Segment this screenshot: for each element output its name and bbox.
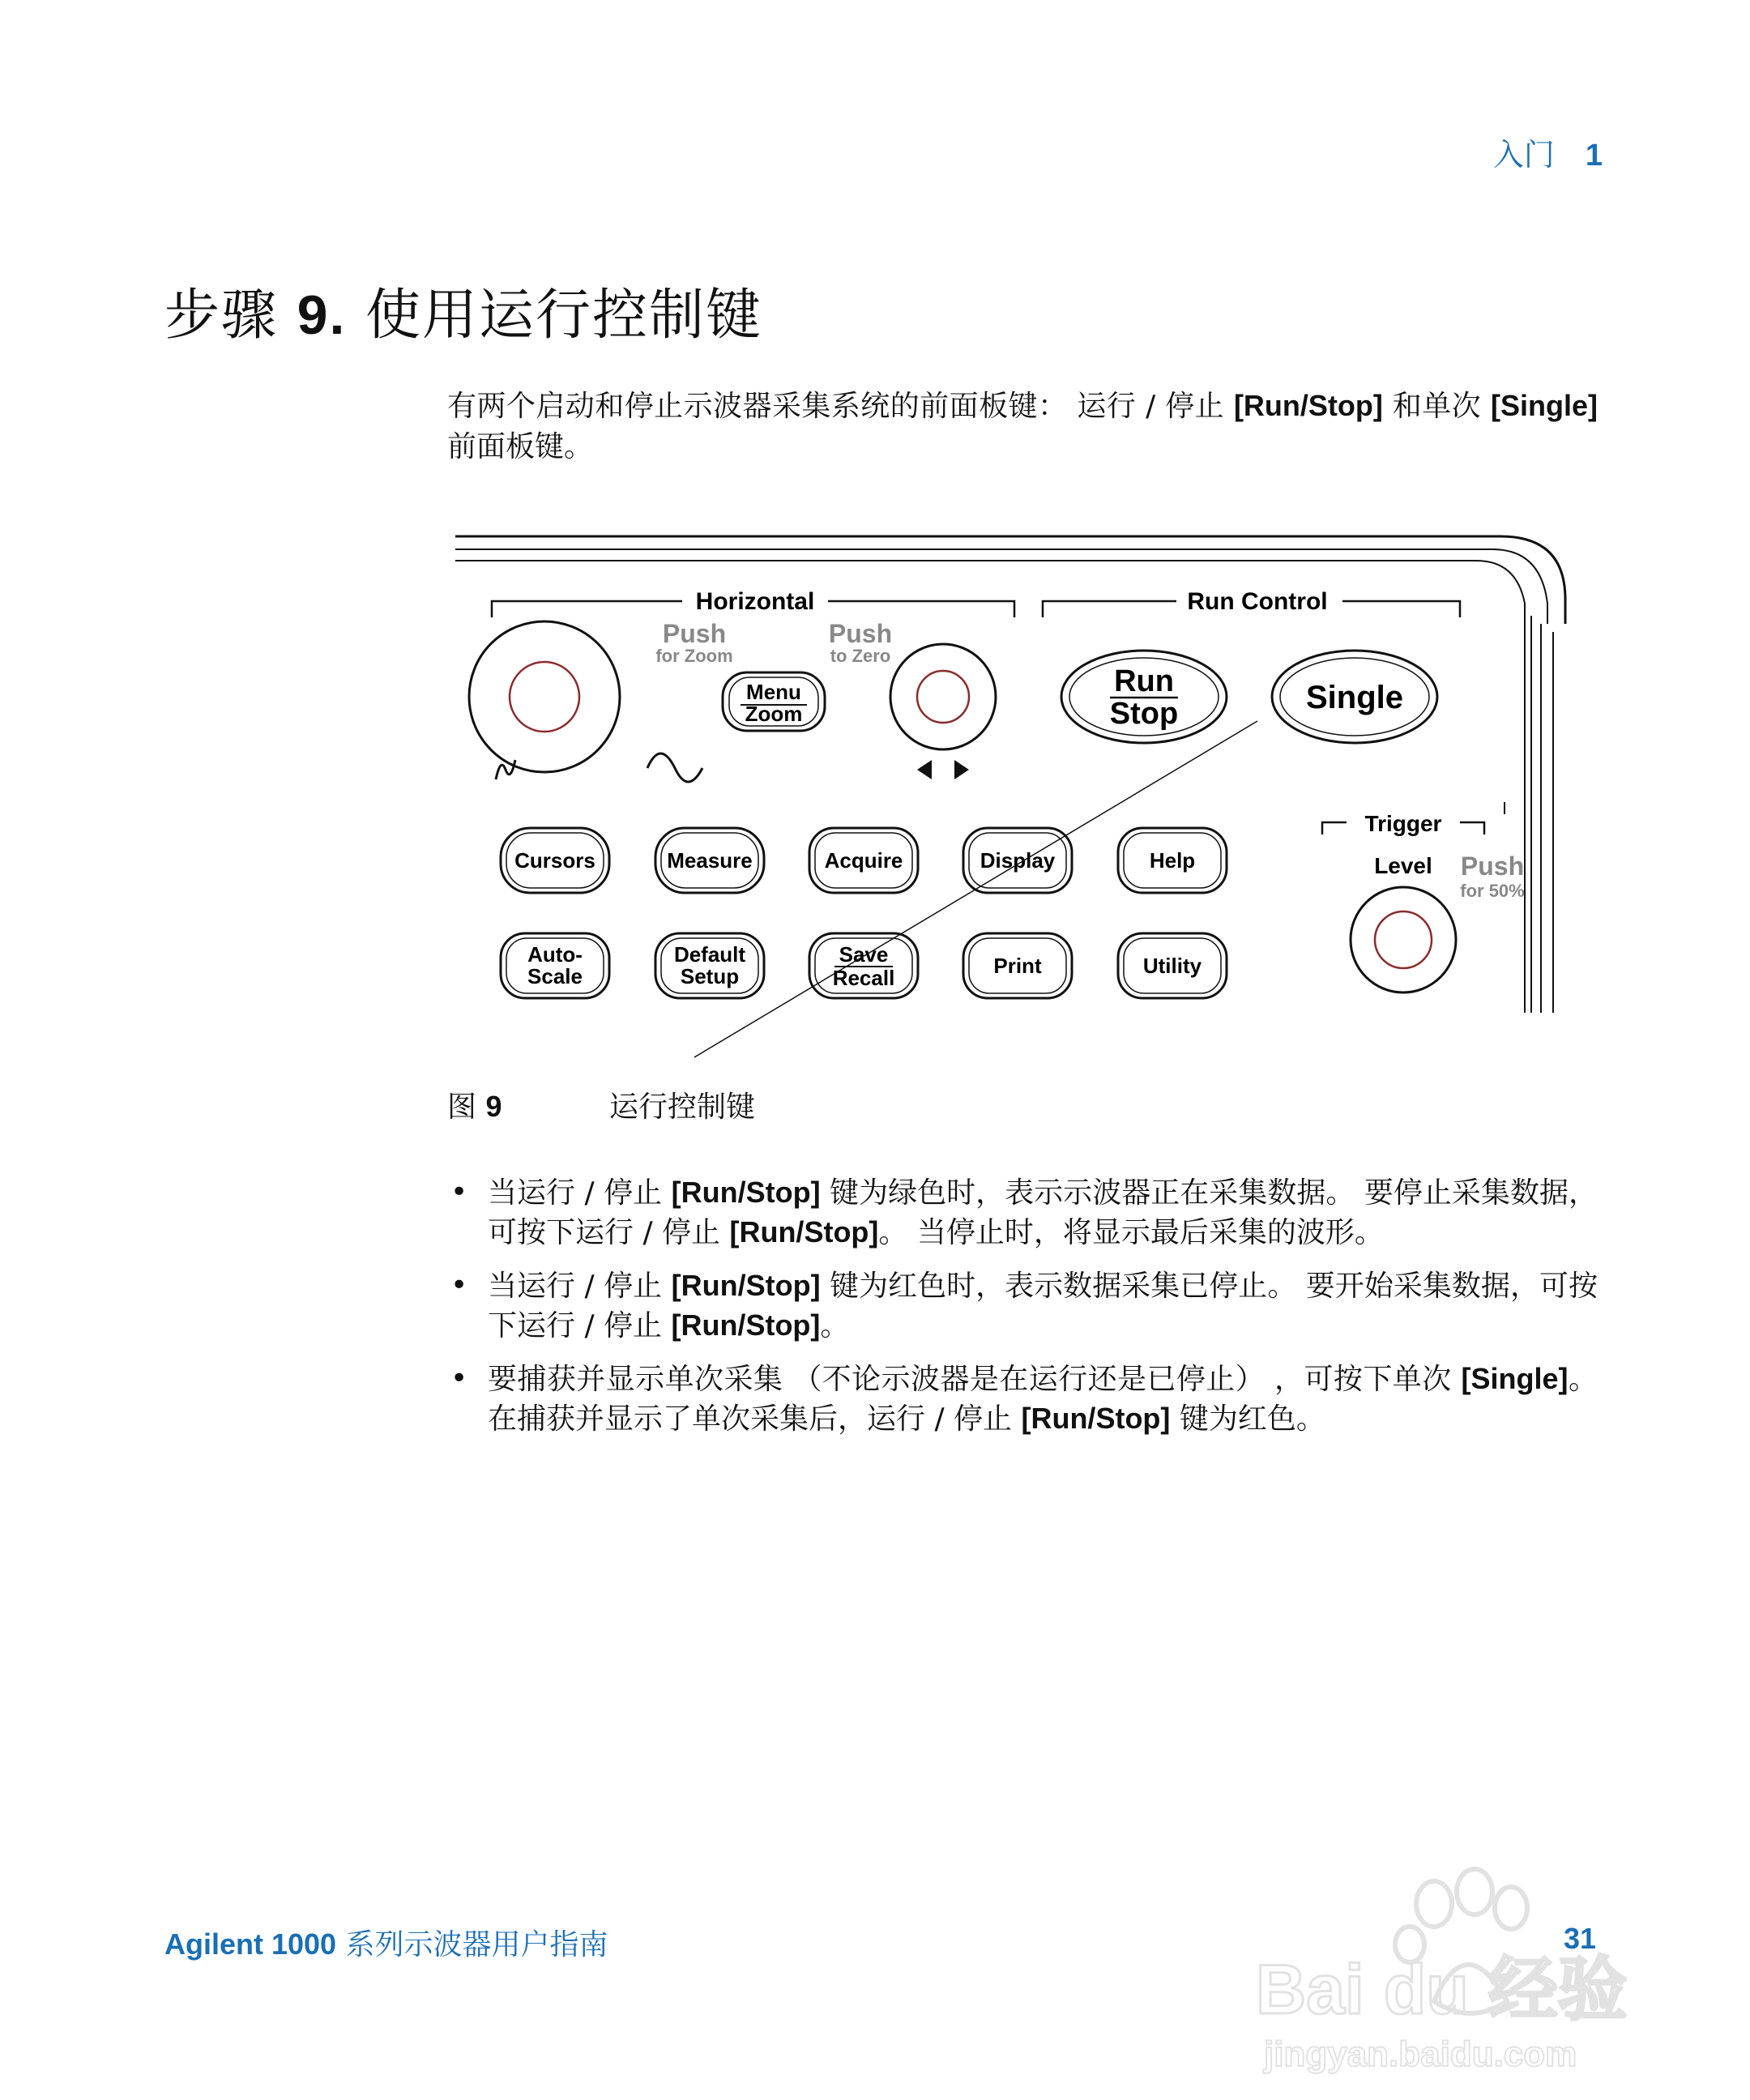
bullet-key: [Run/Stop] (729, 1215, 879, 1248)
acquire-label: Acquire (824, 848, 903, 873)
list-item (447, 1173, 1598, 1253)
intro-mid: 和单次 (1382, 390, 1492, 423)
heading-number: 9. (297, 284, 347, 346)
bullet-text: 键为红色时，表示数据采集已停止。 要开始采集数据，可按下运行 / 停止 (488, 1270, 1598, 1342)
watermark-logo-text: Bai du 经验 (1256, 1951, 1628, 2029)
compress-wave-icon (496, 760, 515, 779)
menu-zoom-button[interactable] (723, 672, 825, 731)
footer-text: 系列示波器用户指南 (336, 1928, 608, 1961)
intro-text: 有两个启动和停止示波器采集系统的前面板键： 运行 / 停止 (447, 390, 1234, 423)
display-label: Display (980, 848, 1056, 873)
level-label: Level (1374, 853, 1432, 878)
utility-label: Utility (1142, 954, 1202, 978)
menu-zoom-top: Menu (746, 680, 801, 704)
trigger-level-knob[interactable] (1351, 887, 1456, 992)
bullet-text: 。 当停止时，将显示最后采集的波形。 (878, 1216, 1384, 1249)
horizontal-position-knob-center (917, 671, 969, 723)
help-button[interactable] (1118, 828, 1227, 893)
acquire-button[interactable] (809, 828, 918, 893)
footer-brand: Agilent 1000 (164, 1927, 337, 1961)
trigger-label: Trigger (1364, 811, 1442, 836)
page-number: 31 (1563, 1922, 1596, 1955)
chapter-number: 1 (1585, 139, 1603, 173)
bullet-text: 要捕获并显示单次采集 （不论示波器是在运行还是已停止） ，可按下单次 (488, 1363, 1462, 1396)
bullet-text: 当运行 / 停止 (488, 1270, 672, 1303)
measure-label: Measure (667, 848, 753, 873)
print-label: Print (993, 954, 1042, 978)
bullet-text: 。 在捕获并显示了单次采集后，运行 / 停止 (488, 1363, 1598, 1436)
save-recall-button[interactable] (809, 933, 918, 998)
run-stop-button[interactable] (1061, 651, 1227, 743)
bullet-key: [Run/Stop] (671, 1308, 821, 1342)
push-zoom-label: Push (662, 619, 727, 648)
bullet-text: 键为红色。 (1170, 1402, 1325, 1436)
single-label: Single (1305, 680, 1404, 715)
save-recall-line2: Recall (832, 966, 895, 990)
stop-label: Stop (1109, 697, 1179, 731)
section-heading (164, 271, 762, 350)
left-right-arrows-icon (917, 760, 969, 779)
default-setup-line2: Setup (680, 964, 740, 988)
cursors-label: Cursors (514, 848, 595, 873)
horizontal-scale-knob[interactable] (469, 621, 620, 772)
push-zoom-sublabel: for Zoom (655, 646, 733, 666)
auto-scale-line2: Scale (527, 964, 583, 988)
figure-label-number: 9 (485, 1090, 502, 1123)
callout-line (694, 721, 1257, 1057)
intro-key-run-stop: [Run/Stop] (1233, 389, 1383, 422)
default-setup-line1: Default (673, 942, 746, 967)
display-button[interactable] (963, 828, 1072, 893)
list-item (447, 1359, 1598, 1439)
intro-paragraph (447, 386, 1598, 467)
push-50-label: Push (1460, 852, 1525, 881)
push-zero-label: Push (828, 619, 893, 648)
cursors-button[interactable] (501, 828, 609, 893)
single-button[interactable] (1272, 651, 1437, 743)
default-setup-button[interactable] (655, 933, 764, 998)
expand-wave-icon (647, 753, 702, 782)
watermark-url: jingyan.baidu.com (1264, 2034, 1577, 2074)
push-50-sublabel: for 50% (1460, 881, 1525, 901)
measure-button[interactable] (655, 828, 764, 893)
help-label: Help (1149, 848, 1196, 873)
utility-button[interactable] (1118, 933, 1227, 998)
chapter-title: 入门 (1492, 137, 1555, 173)
list-item (447, 1266, 1598, 1346)
heading-title: 使用运行控制键 (346, 284, 762, 348)
bullet-text: 当运行 / 停止 (488, 1176, 672, 1210)
heading-prefix: 步骤 (164, 284, 297, 348)
menu-zoom-bottom: Zoom (745, 702, 803, 726)
figure-caption (447, 1084, 755, 1125)
save-recall-line1: Save (839, 942, 889, 967)
figure-caption-text: 运行控制键 (609, 1091, 756, 1124)
horizontal-label: Horizontal (695, 588, 815, 615)
auto-scale-button[interactable] (501, 933, 609, 998)
print-button[interactable] (963, 933, 1072, 998)
bullet-key: [Run/Stop] (671, 1269, 821, 1302)
horizontal-scale-knob-center (510, 662, 579, 732)
push-zero-sublabel: to Zero (830, 646, 891, 666)
bullet-text: 。 (820, 1309, 850, 1342)
auto-scale-line1: Auto- (527, 942, 583, 967)
bullet-list (447, 1173, 1598, 1453)
baidu-watermark-logo (1248, 1839, 1669, 2082)
horizontal-position-knob[interactable] (890, 644, 996, 749)
front-panel-figure (447, 527, 1590, 1061)
run-control-label: Run Control (1187, 588, 1328, 615)
run-label: Run (1114, 664, 1174, 698)
bullet-key: [Run/Stop] (671, 1176, 821, 1209)
bullet-text: 键为绿色时，表示示波器正在采集数据。 要停止采集数据，可按下运行 / 停止 (488, 1176, 1598, 1249)
bullet-key: [Run/Stop] (1021, 1402, 1171, 1435)
figure-label-prefix: 图 (447, 1091, 486, 1124)
figure-number (447, 1084, 609, 1125)
trigger-level-knob-center (1375, 911, 1432, 968)
intro-key-single: [Single] (1491, 389, 1598, 422)
footer-title (164, 1922, 608, 1963)
bullet-key: [Single] (1461, 1362, 1569, 1395)
intro-end: 前面板键。 (447, 430, 594, 463)
running-header (1493, 130, 1603, 174)
